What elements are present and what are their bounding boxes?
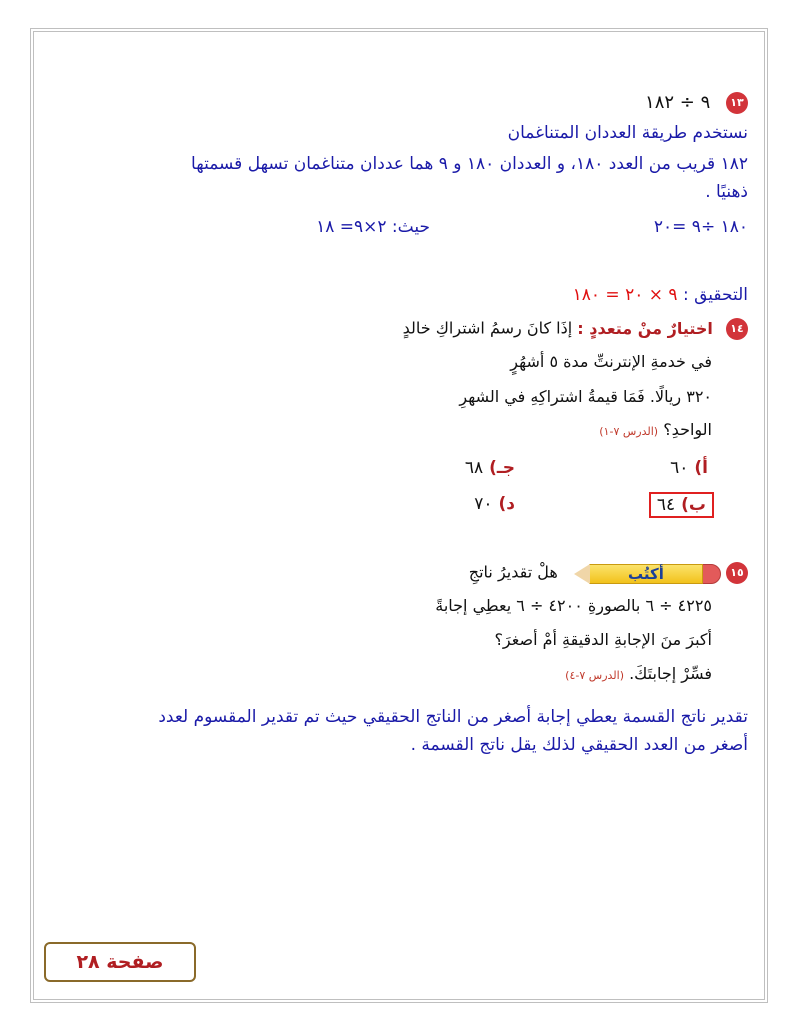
q14-choice-a-letter: أ) <box>694 458 708 478</box>
q14-choice-b-value: ٦٤ <box>656 495 676 515</box>
q14-text-2: في خدمةِ الإنترنتِّ مدة ٥ أشهُرٍ <box>510 352 712 371</box>
q14-line-1 <box>403 318 748 340</box>
q13-number-badge: ١٣ <box>726 92 748 114</box>
q14-choice-c-value: ٦٨ <box>464 458 484 478</box>
q14-title: اختيارٌ منْ متعددٍ : <box>577 318 713 338</box>
q14-choice-a[interactable] <box>670 458 708 478</box>
page-number-label: صفحة ٢٨ <box>44 942 196 982</box>
q15-text-3: أكبرَ منَ الإجابةِ الدقيقةِ أمْ أصغرَ؟ <box>494 630 712 649</box>
q15-question-end: فسِّرْ إجابتَكَ. <box>629 664 712 683</box>
q15-answer-2: أصغر من العدد الحقيقي لذلك يقل ناتج القسمة . <box>410 735 748 755</box>
q14-text-3: ٣٢٠ ريالًا. فَمَا قيمةُ اشتراكِهِ في الشهرِ <box>459 387 712 406</box>
q13-expression: ٩ ÷ ١٨٢ <box>645 92 711 113</box>
q14-choice-a-value: ٦٠ <box>670 458 689 478</box>
q14-choice-b-selected[interactable] <box>649 492 714 518</box>
q14-choice-c[interactable] <box>465 458 515 478</box>
q15-text-4 <box>565 664 712 683</box>
q14-question-end: الواحدِ؟ <box>663 420 712 439</box>
q13-explanation-2: ذهنيًا . <box>705 182 748 202</box>
q14-choice-d[interactable] <box>474 494 515 514</box>
q14-text-4 <box>599 420 712 439</box>
q15-answer-1: تقدير ناتج القسمة يعطي إجابة أصغر من الناتج الحقيقي حيث تم تقدير المقسوم لعدد <box>158 707 748 727</box>
q13-check-label: التحقيق : <box>677 285 748 305</box>
write-pencil-icon <box>571 562 721 584</box>
q15-line-1 <box>469 562 748 584</box>
q14-text-1: إذَا كانَ رسمُ اشتراكِ خالدٍ <box>402 318 573 338</box>
q14-source: (الدرس ٧-١) <box>599 425 659 438</box>
q15-text-2: ٤٢٢٥ ÷ ٦ بالصورةِ ٤٢٠٠ ÷ ٦ يعطِي إجابةً <box>435 596 712 615</box>
q13-method: نستخدم طريقة العددان المتناغمان <box>507 123 748 143</box>
q14-choice-d-value: ٧٠ <box>474 494 493 514</box>
q14-choice-c-letter: جـ) <box>489 458 515 478</box>
q13-equation-right: حيث: ٢×٩= ١٨ <box>316 217 430 237</box>
q13-equation-left: ١٨٠ ÷٩ =٢٠ <box>653 217 748 237</box>
q15-banner: أكتُب <box>589 564 703 584</box>
q14-choice-d-letter: د) <box>498 494 515 514</box>
q13-explanation-1: ١٨٢ قريب من العدد ١٨٠، و العددان ١٨٠ و ٩ هما عددان متناغمان تسهل قسمتها <box>191 154 748 174</box>
q15-source: (الدرس ٧-٤) <box>565 669 624 682</box>
q13-check-expression: ٩ × ٢٠ = ١٨٠ <box>572 285 678 305</box>
q15-text-1: هلْ تقديرُ ناتجِ <box>468 562 558 582</box>
q15-number-badge: ١٥ <box>726 562 748 584</box>
q14-choice-b-letter: ب) <box>681 495 706 515</box>
q13-header <box>645 92 748 114</box>
q14-number-badge: ١٤ <box>726 318 748 340</box>
q13-check <box>573 285 748 305</box>
